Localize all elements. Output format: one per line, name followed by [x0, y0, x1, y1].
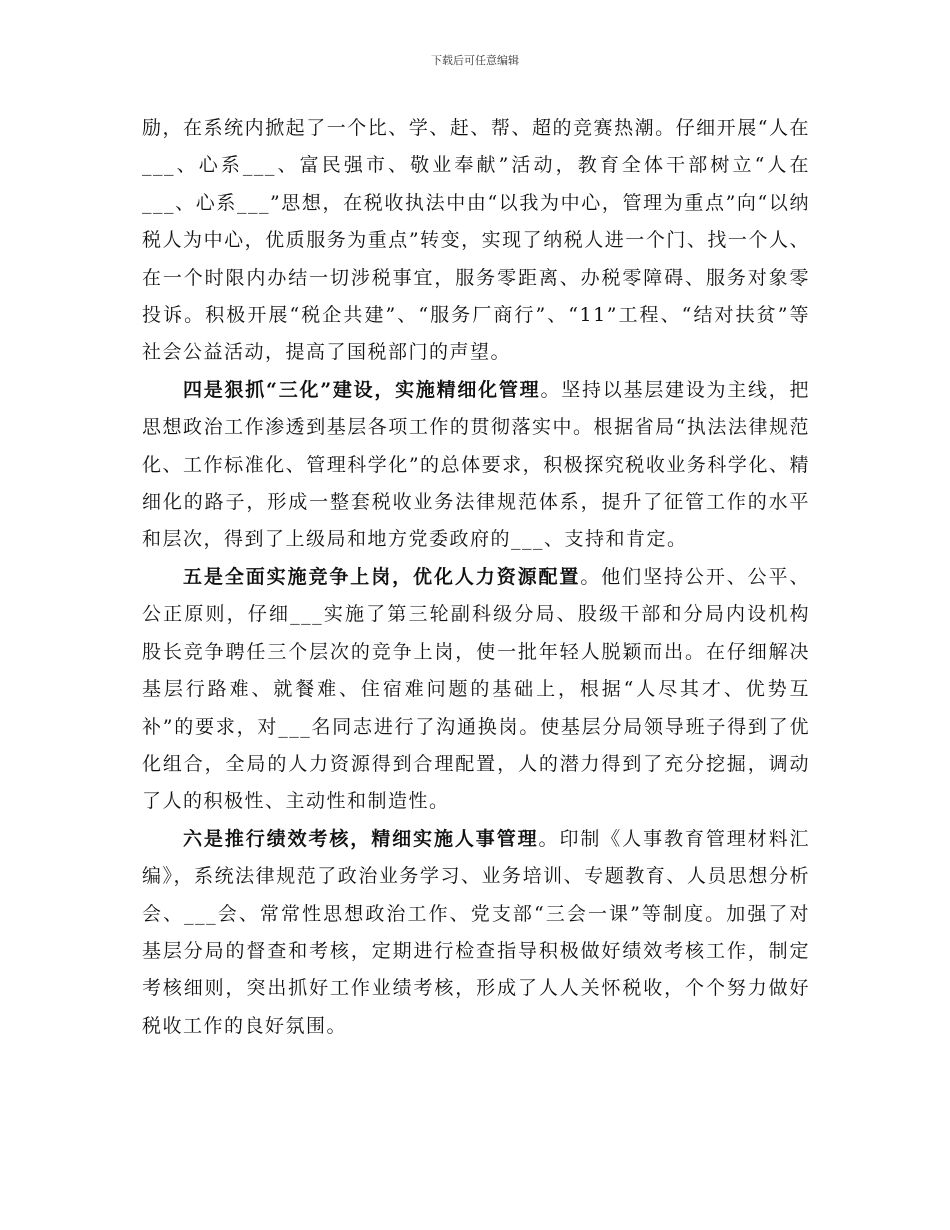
paragraph-continuation [142, 110, 810, 372]
paragraph-point-six [142, 821, 810, 1045]
paragraph-heading: 六是推行绩效考核，精细实施人事管理 [183, 827, 539, 850]
page-header: 下载后可任意编辑 [431, 54, 519, 67]
paragraph-heading: 五是全面实施竞争上岗，优化人力资源配置 [183, 565, 581, 588]
paragraph-text: 。他们坚持公开、公平、公正原则，仔细___实施了第三轮副科级分局、股级干部和分局内设机构股长竞争聘任三个层次的竞争上岗，使一批年轻人脱颖而出。在仔细解决基层行路难、就餐难、住宿难问题的基础上，根据“人尽其才、优势互补”的要求，对___名同志进行了沟通换岗。使基层分局领导班子得到了优化组合，全局的人力资源得到合理配置，人的潜力得到了充分挖掘，调动了人的积极性、主动性和制造性。 [142, 565, 810, 813]
paragraph-heading: 四是狠抓“三化”建设，实施精细化管理 [183, 378, 541, 401]
paragraph-point-four [142, 372, 810, 559]
paragraph-point-five [142, 559, 810, 821]
document-body [142, 110, 810, 1045]
paragraph-text: 。坚持以基层建设为主线，把思想政治工作渗透到基层各项工作的贯彻落实中。根据省局“执法法律规范化、工作标准化、管理科学化”的总体要求，积极探究税收业务科学化、精细化的路子，形成一整套税收业务法律规范体系，提升了征管工作的水平和层次，得到了上级局和地方党委政府的___、支持和肯定。 [142, 378, 810, 551]
paragraph-text: 。印制《人事教育管理材料汇编》，系统法律规范了政治业务学习、业务培训、专题教育、人员思想分析会、___会、常常性思想政治工作、党支部“三会一课”等制度。加强了对基层分局的督查和考核，定期进行检查指导积极做好绩效考核工作，制定考核细则，突出抓好工作业绩考核，形成了人人关怀税收，个个努力做好税收工作的良好氛围。 [142, 827, 810, 1037]
paragraph-text: 励，在系统内掀起了一个比、学、赶、帮、超的竞赛热潮。仔细开展“人在___、心系___、富民强市、敬业奉献”活动，教育全体干部树立“人在___、心系___”思想，在税收执法中由“以我为中心，管理为重点”向“以纳税人为中心，优质服务为重点”转变，实现了纳税人进一个门、找一个人、在一个时限内办结一切涉税事宜，服务零距离、办税零障碍、服务对象零投诉。积极开展“税企共建”、“服务厂商行”、“11”工程、“结对扶贫”等社会公益活动，提高了国税部门的声望。 [142, 117, 810, 364]
